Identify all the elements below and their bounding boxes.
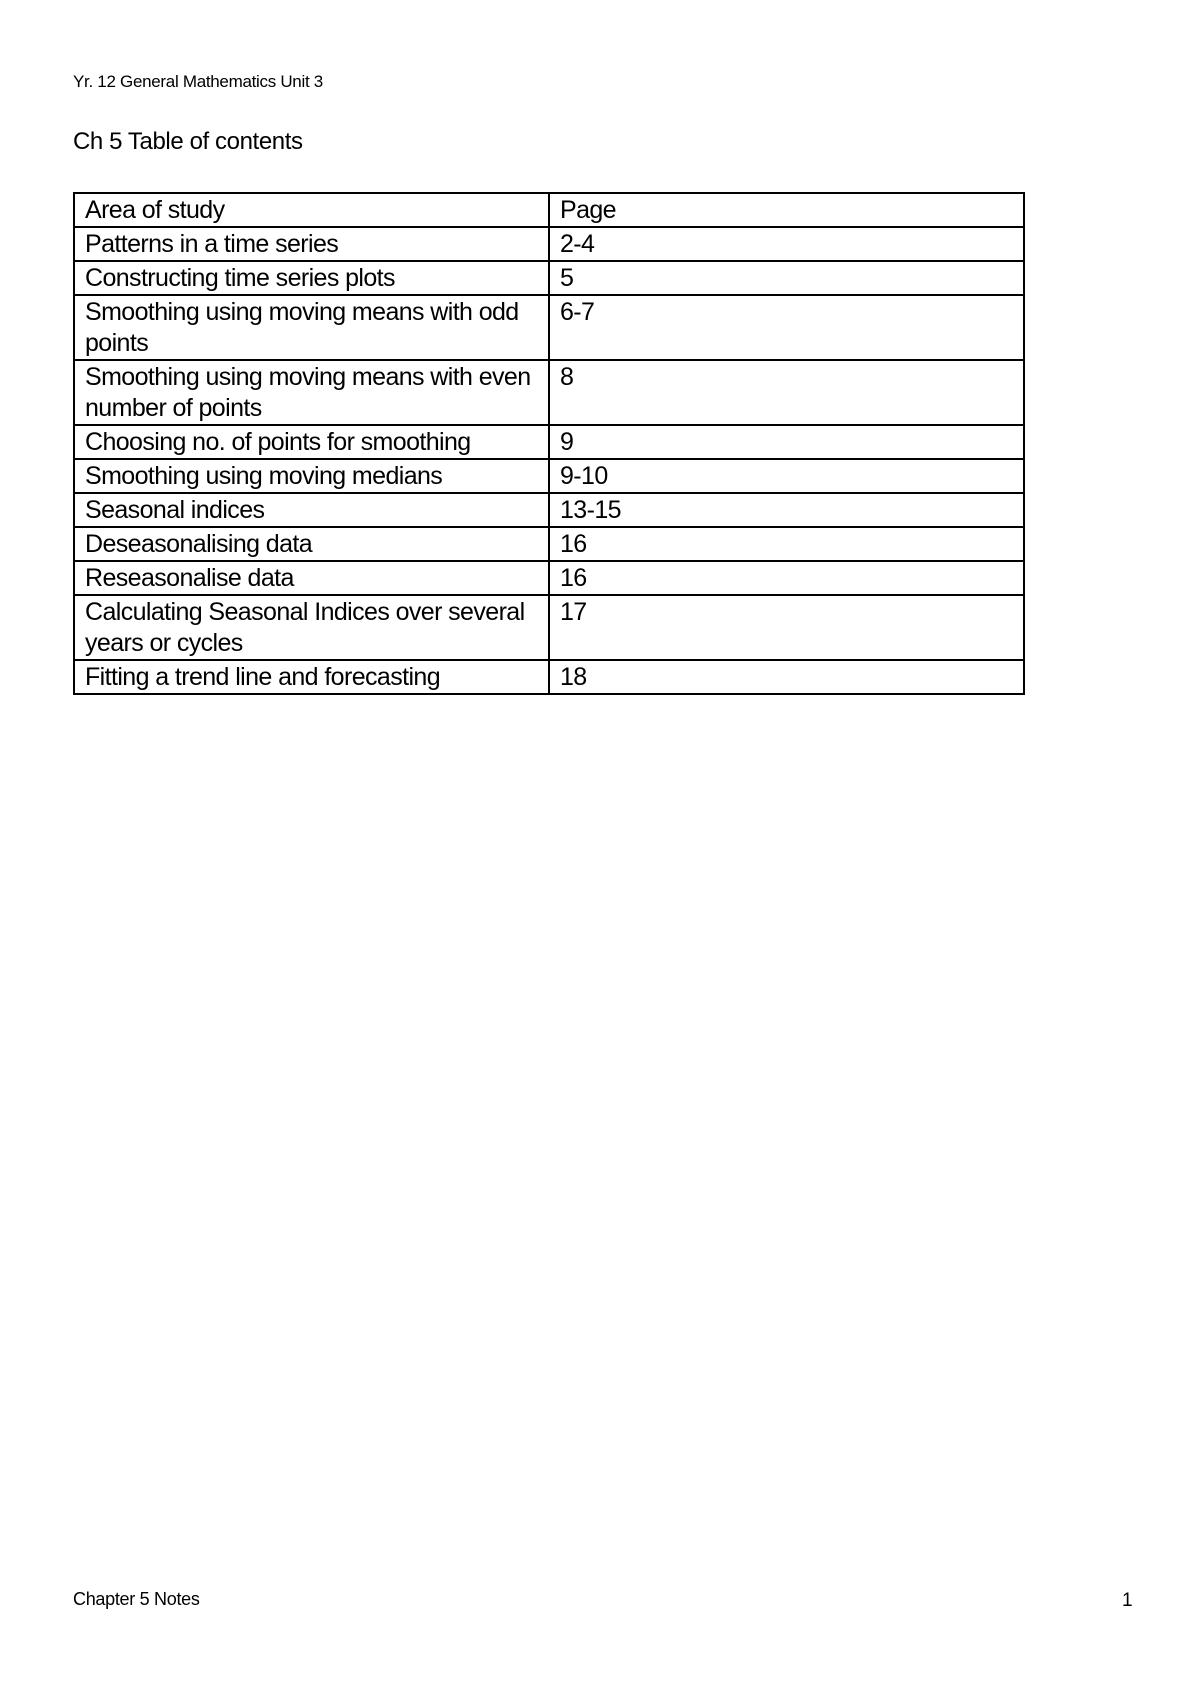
area-cell: Choosing no. of points for smoothing bbox=[74, 425, 549, 459]
table-row bbox=[74, 459, 1024, 493]
table-row bbox=[74, 595, 1024, 660]
area-cell: Patterns in a time series bbox=[74, 227, 549, 261]
area-cell: Smoothing using moving means with odd points bbox=[74, 295, 549, 360]
area-cell: Fitting a trend line and forecasting bbox=[74, 660, 549, 694]
page-cell: 9-10 bbox=[549, 459, 1024, 493]
area-cell: Smoothing using moving means with even number of points bbox=[74, 360, 549, 425]
page-cell: 18 bbox=[549, 660, 1024, 694]
page-cell: 17 bbox=[549, 595, 1024, 660]
table-row bbox=[74, 527, 1024, 561]
table-row bbox=[74, 261, 1024, 295]
document-header: Yr. 12 General Mathematics Unit 3 bbox=[73, 72, 323, 91]
table-row bbox=[74, 360, 1024, 425]
column-header-page: Page bbox=[549, 193, 1024, 227]
table-row bbox=[74, 660, 1024, 694]
page-cell: 16 bbox=[549, 527, 1024, 561]
area-cell: Constructing time series plots bbox=[74, 261, 549, 295]
page-number: 1 bbox=[1122, 1590, 1133, 1611]
table-row bbox=[74, 425, 1024, 459]
page-cell: 9 bbox=[549, 425, 1024, 459]
page-title: Ch 5 Table of contents bbox=[73, 128, 303, 155]
area-cell: Calculating Seasonal Indices over several years or cycles bbox=[74, 595, 549, 660]
table-row bbox=[74, 561, 1024, 595]
page-cell: 6-7 bbox=[549, 295, 1024, 360]
table-row bbox=[74, 227, 1024, 261]
page-cell: 16 bbox=[549, 561, 1024, 595]
table-row bbox=[74, 295, 1024, 360]
area-cell: Reseasonalise data bbox=[74, 561, 549, 595]
column-header-area: Area of study bbox=[74, 193, 549, 227]
page-cell: 5 bbox=[549, 261, 1024, 295]
area-cell: Seasonal indices bbox=[74, 493, 549, 527]
area-cell: Deseasonalising data bbox=[74, 527, 549, 561]
footer-chapter-label: Chapter 5 Notes bbox=[73, 1589, 200, 1609]
page-cell: 8 bbox=[549, 360, 1024, 425]
page-cell: 2-4 bbox=[549, 227, 1024, 261]
table-header-row bbox=[74, 193, 1024, 227]
page-cell: 13-15 bbox=[549, 493, 1024, 527]
contents-table bbox=[73, 192, 1025, 695]
area-cell: Smoothing using moving medians bbox=[74, 459, 549, 493]
table-row bbox=[74, 493, 1024, 527]
